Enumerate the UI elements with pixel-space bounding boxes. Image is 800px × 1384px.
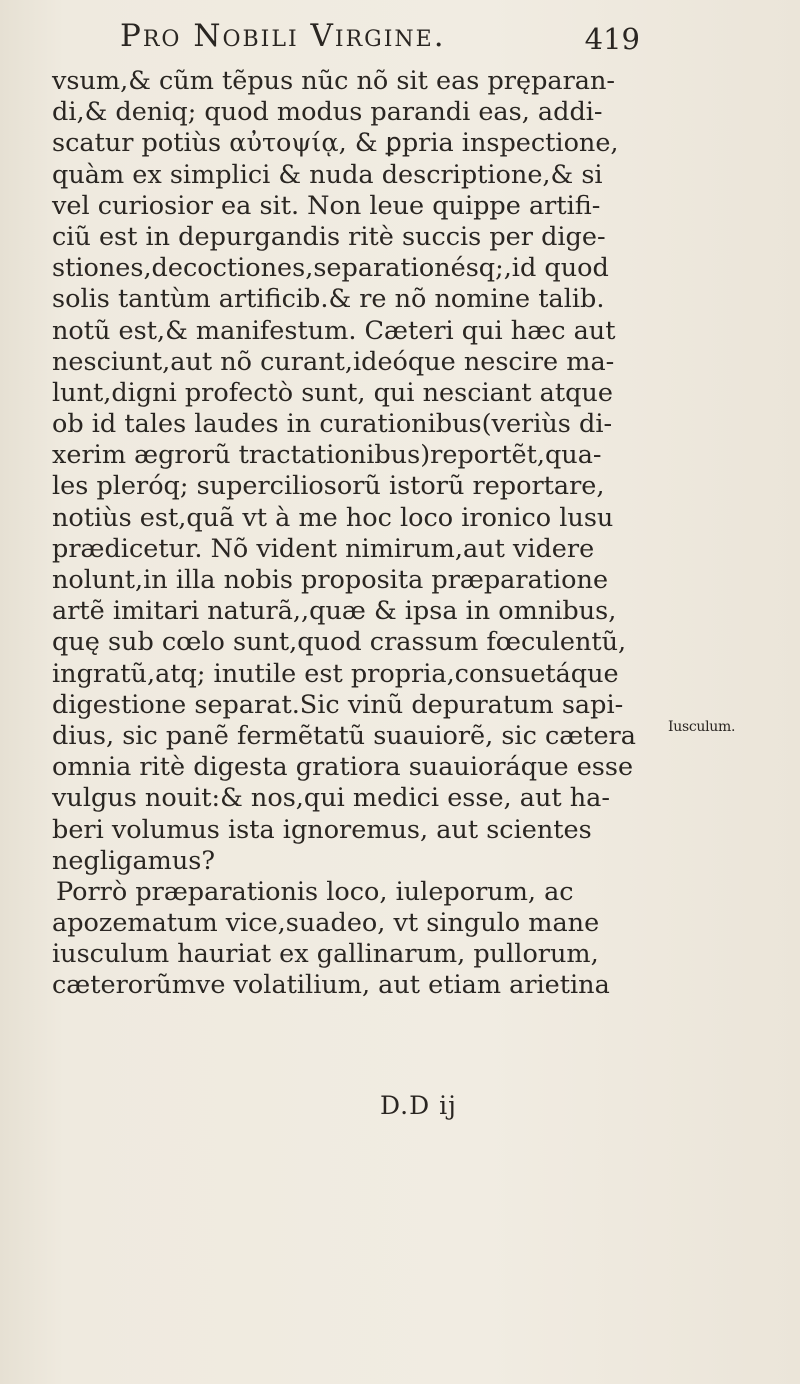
text-line: omnia ritè digesta gratiora suauioráque esse	[52, 752, 634, 783]
running-head: Pro Nobili Virgine.	[120, 18, 446, 54]
text-line: dius, sic panẽ fermẽtatũ suauiorẽ, sic cætera	[52, 720, 636, 751]
text-line: xerim ægrorũ tractationibus)reportẽt,qua-	[52, 440, 602, 471]
text-line: cæterorũmve volatilium, aut etiam arietina	[52, 970, 610, 1001]
text-line: Porrò præparationis loco, iuleporum, ac	[56, 876, 574, 907]
margin-note: Iusculum.	[668, 719, 736, 735]
page-header	[120, 14, 640, 58]
text-line: stiones,decoctiones,separationésq;,id quod	[52, 253, 609, 284]
text-line: vulgus nouit:& nos,qui medici esse, aut ha-	[52, 783, 610, 814]
text-line: scatur potiùs αὐτοψίᾳ, & ꝑpria inspectione,	[52, 128, 619, 159]
text-line: digestione separat.Sic vinũ depuratum sapi-	[52, 689, 624, 720]
text-line: les pleróq; superciliosorũ istorũ reportare,	[52, 471, 605, 502]
text-line: nesciunt,aut nõ curant,ideóque nescire ma-	[52, 346, 615, 377]
text-line: negligamus?	[52, 845, 216, 876]
text-line: solis tantùm artificib.& re nõ nomine talib.	[52, 284, 605, 315]
text-line: prædicetur. Nõ vident nimirum,aut videre	[52, 533, 595, 564]
text-line: ingratũ,atq; inutile est propria,consuetáque	[52, 658, 619, 689]
text-line: notũ est,& manifestum. Cæteri qui hæc aut	[52, 315, 616, 346]
text-line: artẽ imitari naturã,,quæ & ipsa in omnibus,	[52, 596, 617, 627]
text-line: lunt,digni profectò sunt, qui nesciant atque	[52, 377, 613, 408]
text-line: apozematum vice,suadeo, vt singulo mane	[52, 908, 600, 939]
text-line: ciũ est in depurgandis ritè succis per dige-	[52, 221, 606, 252]
text-line: ob id tales laudes in curationibus(veriùs di-	[52, 409, 613, 440]
text-line: vsum,& cũm tẽpus nũc nõ sit eas pręparan-	[52, 66, 616, 96]
text-line: nolunt,in illa nobis proposita præparatione	[52, 565, 609, 595]
text-line: di,& deniq; quod modus parandi eas, addi-	[52, 97, 603, 128]
body-text	[52, 66, 772, 1002]
page-number: 419	[584, 22, 640, 56]
catchword: D.D ij	[380, 1091, 457, 1120]
text-line: quàm ex simplici & nuda descriptione,& si	[52, 159, 603, 190]
text-line: notiùs est,quã vt à me hoc loco ironico lusu	[52, 502, 614, 533]
text-line: iusculum hauriat ex gallinarum, pullorum,	[52, 939, 599, 970]
text-line: quę sub cœlo sunt,quod crassum fœculentũ,	[52, 627, 627, 658]
text-line: beri volumus ista ignoremus, aut scientes	[52, 814, 592, 845]
text-line: vel curiosior ea sit. Non leue quippe artifi-	[52, 190, 601, 221]
